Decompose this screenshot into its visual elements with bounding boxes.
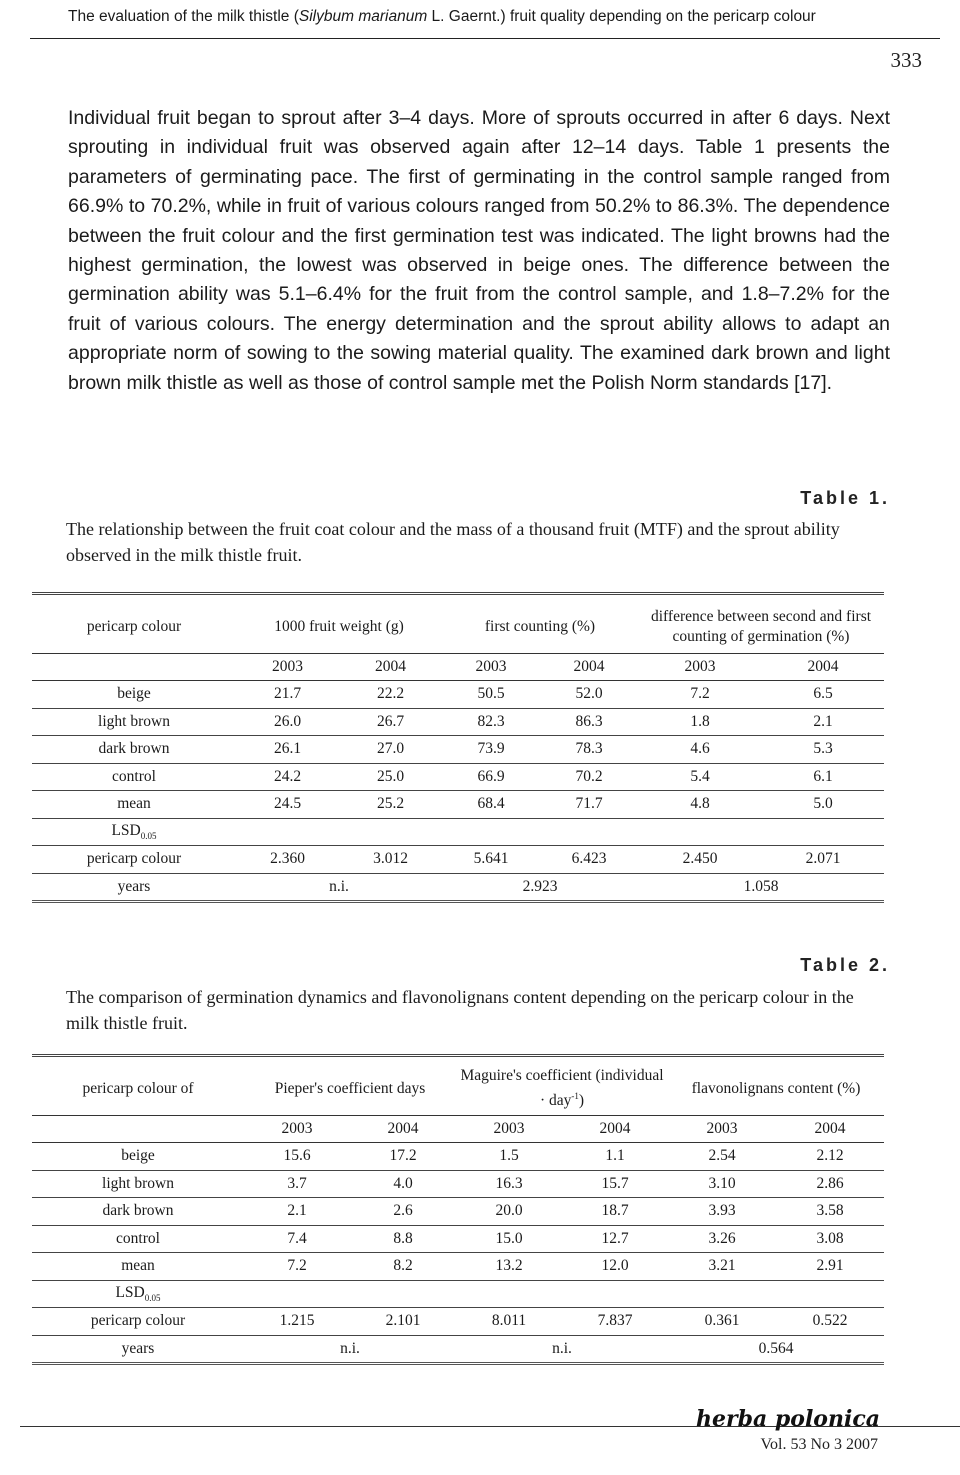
cell: 3.08 bbox=[776, 1225, 884, 1253]
cell: 26.1 bbox=[236, 736, 339, 764]
table2-year: 2004 bbox=[776, 1115, 884, 1143]
row-label: control bbox=[32, 763, 236, 791]
table-row bbox=[32, 791, 884, 819]
table1-caption: The relationship between the fruit coat colour and the mass of a thousand fruit (MTF) and the sprout ability observed in the milk thistle fruit. bbox=[66, 519, 840, 565]
cell: 2.450 bbox=[638, 846, 762, 874]
journal-issue: Vol. 53 No 3 2007 bbox=[760, 1436, 878, 1453]
table-row bbox=[32, 1225, 884, 1253]
cell: 22.2 bbox=[339, 681, 442, 709]
running-head-text-end: L. Gaernt.) fruit quality depending on the pericarp colour bbox=[427, 8, 816, 25]
cell: n.i. bbox=[456, 1335, 668, 1364]
running-head-species: Silybum marianum bbox=[298, 8, 428, 25]
cell: 17.2 bbox=[350, 1143, 456, 1171]
cell: 26.0 bbox=[236, 708, 339, 736]
table-row bbox=[32, 1170, 884, 1198]
cell: 6.1 bbox=[762, 763, 884, 791]
cell: 2.923 bbox=[442, 873, 638, 902]
row-label: beige bbox=[32, 1143, 244, 1171]
table1-label: Table 1. bbox=[800, 488, 890, 508]
cell: 4.6 bbox=[638, 736, 762, 764]
cell: 4.8 bbox=[638, 791, 762, 819]
cell: 8.8 bbox=[350, 1225, 456, 1253]
cell: 8.011 bbox=[456, 1308, 562, 1336]
table2-label: Table 2. bbox=[800, 955, 890, 975]
cell: 3.012 bbox=[339, 846, 442, 874]
cell: 26.7 bbox=[339, 708, 442, 736]
cell: 68.4 bbox=[442, 791, 540, 819]
cell: 3.7 bbox=[244, 1170, 350, 1198]
row-label: light brown bbox=[32, 708, 236, 736]
cell: 5.0 bbox=[762, 791, 884, 819]
cell: 7.837 bbox=[562, 1308, 668, 1336]
table-row bbox=[32, 1253, 884, 1281]
cell: 2.12 bbox=[776, 1143, 884, 1171]
table2-year: 2004 bbox=[350, 1115, 456, 1143]
running-head-text: The evaluation of the milk thistle ( bbox=[68, 8, 299, 25]
cell: 12.0 bbox=[562, 1253, 668, 1281]
cell: 7.4 bbox=[244, 1225, 350, 1253]
cell: 5.3 bbox=[762, 736, 884, 764]
table1-year: 2004 bbox=[762, 653, 884, 681]
row-label: years bbox=[32, 1335, 244, 1364]
lsd-label bbox=[32, 818, 236, 846]
cell: 18.7 bbox=[562, 1198, 668, 1226]
row-label: dark brown bbox=[32, 736, 236, 764]
cell: 16.3 bbox=[456, 1170, 562, 1198]
table1-year-spacer bbox=[32, 653, 236, 681]
cell: 2.86 bbox=[776, 1170, 884, 1198]
cell: 52.0 bbox=[540, 681, 638, 709]
table2-caption: The comparison of germination dynamics and flavonolignans content depending on the pericarp colour in the milk thistle fruit. bbox=[66, 987, 854, 1033]
table2-header-maguire bbox=[456, 1063, 668, 1115]
cell: 3.58 bbox=[776, 1198, 884, 1226]
cell: 25.0 bbox=[339, 763, 442, 791]
table-row bbox=[32, 736, 884, 764]
lsd-subscript: 0.05 bbox=[144, 1293, 161, 1304]
cell: 73.9 bbox=[442, 736, 540, 764]
cell: 86.3 bbox=[540, 708, 638, 736]
cell: 15.7 bbox=[562, 1170, 668, 1198]
cell: 2.1 bbox=[762, 708, 884, 736]
cell: n.i. bbox=[236, 873, 442, 902]
row-label: pericarp colour bbox=[32, 1308, 244, 1336]
lsd-text: LSD bbox=[115, 1284, 145, 1302]
table-row bbox=[32, 763, 884, 791]
table-row bbox=[32, 1198, 884, 1226]
cell: 0.564 bbox=[668, 1335, 884, 1364]
table1-year: 2003 bbox=[236, 653, 339, 681]
cell: 13.2 bbox=[456, 1253, 562, 1281]
cell: 2.6 bbox=[350, 1198, 456, 1226]
cell: 24.2 bbox=[236, 763, 339, 791]
header-rule bbox=[30, 38, 940, 39]
table2-year: 2003 bbox=[244, 1115, 350, 1143]
table-row bbox=[32, 846, 884, 874]
cell: 6.5 bbox=[762, 681, 884, 709]
table2-year: 2003 bbox=[456, 1115, 562, 1143]
row-label: beige bbox=[32, 681, 236, 709]
table2-year: 2004 bbox=[562, 1115, 668, 1143]
row-label: mean bbox=[32, 1253, 244, 1281]
lsd-subscript: 0.05 bbox=[140, 831, 157, 842]
table2-header-pieper: Pieper's coefficient days bbox=[274, 1079, 426, 1097]
cell: 6.423 bbox=[540, 846, 638, 874]
row-label: pericarp colour bbox=[32, 846, 236, 874]
cell: 2.101 bbox=[350, 1308, 456, 1336]
table1-year: 2004 bbox=[339, 653, 442, 681]
maguire-superscript: -1 bbox=[571, 1091, 579, 1102]
maguire-text: Maguire's coefficient (individual · day bbox=[460, 1067, 664, 1110]
body-paragraph: Individual fruit began to sprout after 3–4 days. More of sprouts occurred in after 6 days. Next sprouting in individual fruit was observed again after 12–14 days. Table 1 presents the parameters of germinating pace. The first of germinating in the control sample ranged from 66.9% to 70.2%, while in fruit of various colours ranged from 50.2% to 86.3%. The dependence between the fruit colour and the first germination test was indicated. The light browns had the highest germination, the lowest was observed in beige ones. The difference between the germination ability was 5.1–6.4% for the fruit from the control sample, and 1.8–7.2% for the fruit of various colours. The energy determination and the sprout ability allows to adapt an appropriate norm of sowing to the sowing material quality. The examined dark brown and light brown milk thistle as well as those of control sample met the Polish Norm standards [17]. bbox=[68, 107, 890, 394]
cell: 7.2 bbox=[638, 681, 762, 709]
cell: 82.3 bbox=[442, 708, 540, 736]
cell: 1.215 bbox=[244, 1308, 350, 1336]
row-label: light brown bbox=[32, 1170, 244, 1198]
cell: 24.5 bbox=[236, 791, 339, 819]
cell: 21.7 bbox=[236, 681, 339, 709]
table2-header-pericarp: pericarp colour of bbox=[82, 1079, 194, 1097]
table2-header-flavonolignans: flavonolignans content (%) bbox=[691, 1079, 861, 1097]
table-row bbox=[32, 708, 884, 736]
journal-logo: herba polonica bbox=[696, 1406, 880, 1432]
cell: 25.2 bbox=[339, 791, 442, 819]
cell: 27.0 bbox=[339, 736, 442, 764]
cell: 3.93 bbox=[668, 1198, 776, 1226]
row-label: control bbox=[32, 1225, 244, 1253]
running-head bbox=[68, 8, 938, 26]
table2-year-spacer bbox=[32, 1115, 244, 1143]
cell: 15.0 bbox=[456, 1225, 562, 1253]
table-row bbox=[32, 1335, 884, 1364]
table1-header-weight: 1000 fruit weight (g) bbox=[274, 617, 404, 635]
cell: 3.26 bbox=[668, 1225, 776, 1253]
cell: n.i. bbox=[244, 1335, 456, 1364]
cell: 20.0 bbox=[456, 1198, 562, 1226]
table1-year: 2004 bbox=[540, 653, 638, 681]
cell: 2.91 bbox=[776, 1253, 884, 1281]
row-label: dark brown bbox=[32, 1198, 244, 1226]
cell: 0.522 bbox=[776, 1308, 884, 1336]
cell: 70.2 bbox=[540, 763, 638, 791]
table1-header-pericarp: pericarp colour bbox=[86, 617, 182, 635]
cell: 5.641 bbox=[442, 846, 540, 874]
cell: 78.3 bbox=[540, 736, 638, 764]
cell: 8.2 bbox=[350, 1253, 456, 1281]
lsd-text: LSD bbox=[111, 822, 141, 840]
cell: 5.4 bbox=[638, 763, 762, 791]
cell: 1.058 bbox=[638, 873, 884, 902]
cell: 1.5 bbox=[456, 1143, 562, 1171]
cell: 7.2 bbox=[244, 1253, 350, 1281]
table-row bbox=[32, 1308, 884, 1336]
cell: 1.8 bbox=[638, 708, 762, 736]
cell: 66.9 bbox=[442, 763, 540, 791]
cell: 3.21 bbox=[668, 1253, 776, 1281]
table2-year: 2003 bbox=[668, 1115, 776, 1143]
cell: 4.0 bbox=[350, 1170, 456, 1198]
cell: 12.7 bbox=[562, 1225, 668, 1253]
cell: 0.361 bbox=[668, 1308, 776, 1336]
table-row bbox=[32, 873, 884, 902]
page-number: 333 bbox=[890, 48, 922, 72]
cell: 15.6 bbox=[244, 1143, 350, 1171]
table1-header-difference: difference between second and first counting of germination (%) bbox=[650, 607, 872, 645]
cell: 3.10 bbox=[668, 1170, 776, 1198]
table1-year: 2003 bbox=[442, 653, 540, 681]
row-label: mean bbox=[32, 791, 236, 819]
table2 bbox=[32, 1054, 884, 1365]
cell: 2.360 bbox=[236, 846, 339, 874]
table-row-lsd bbox=[32, 1280, 884, 1308]
table-row bbox=[32, 1143, 884, 1171]
maguire-close: ) bbox=[578, 1092, 585, 1110]
cell: 50.5 bbox=[442, 681, 540, 709]
cell: 2.54 bbox=[668, 1143, 776, 1171]
table1-year: 2003 bbox=[638, 653, 762, 681]
cell: 71.7 bbox=[540, 791, 638, 819]
table-row bbox=[32, 681, 884, 709]
cell: 2.1 bbox=[244, 1198, 350, 1226]
row-label: years bbox=[32, 873, 236, 902]
table1-header-first-counting: first counting (%) bbox=[484, 617, 596, 635]
table-row-lsd bbox=[32, 818, 884, 846]
table1 bbox=[32, 592, 884, 903]
lsd-label bbox=[32, 1280, 244, 1308]
cell: 1.1 bbox=[562, 1143, 668, 1171]
cell: 2.071 bbox=[762, 846, 884, 874]
